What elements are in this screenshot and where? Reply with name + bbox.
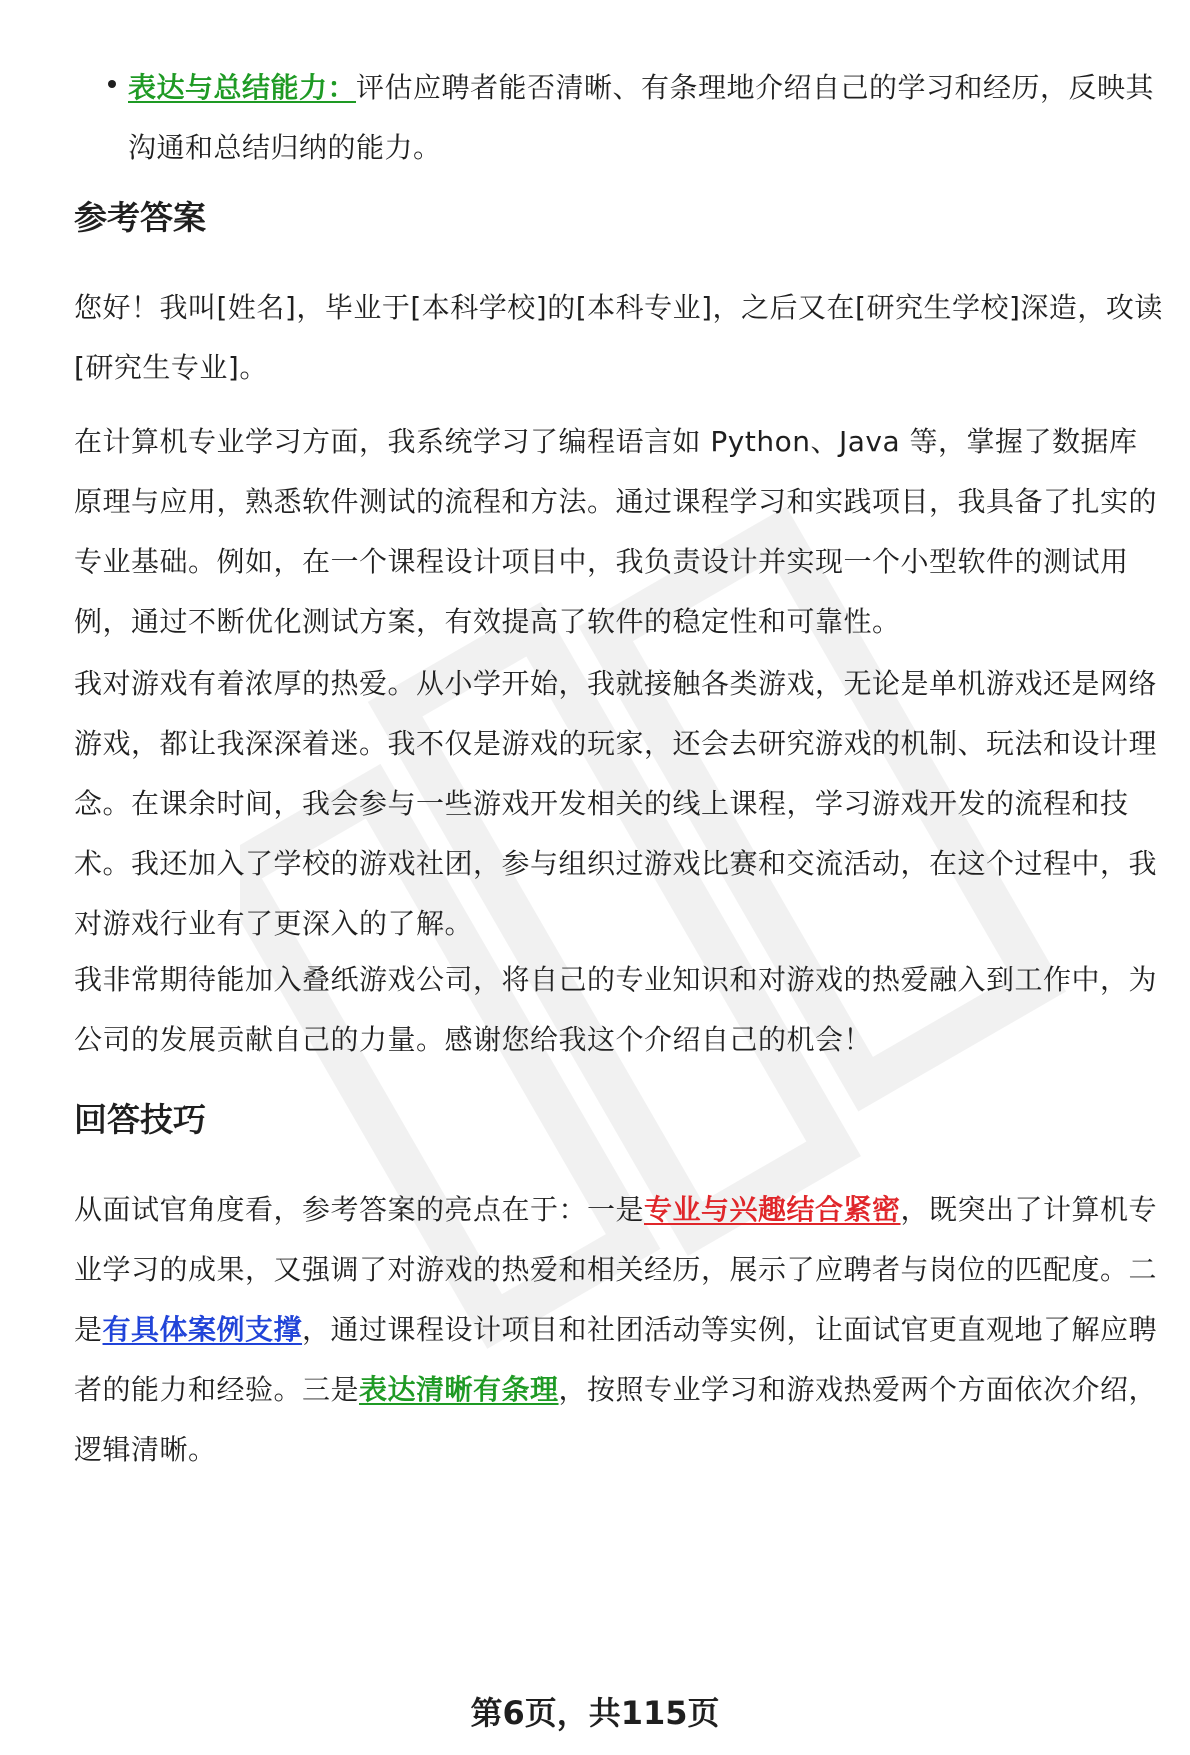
tips-paragraph	[74, 1180, 1164, 1480]
answer-paragraph-1: 您好！我叫[姓名]，毕业于[本科学校]的[本科专业]，之后又在[研究生学校]深造，攻读[研究生专业]。	[74, 291, 1163, 384]
answer-paragraph-2: 在计算机专业学习方面，我系统学习了编程语言如 Python、Java 等，掌握了数据库原理与应用，熟悉软件测试的流程和方法。通过课程学习和实践项目，我具备了扎实的专业基础。例如，在一个课程设计项目中，我负责设计并实现一个小型软件的测试用例，通过不断优化测试方案，有效提高了软件的稳定性和可靠性。	[74, 425, 1158, 638]
page-number-footer: 第6页，共115页	[470, 1694, 720, 1732]
tips-text-4: ，按照专业学习和游戏热爱两个方面依次介绍，逻辑清晰。	[74, 1373, 1158, 1466]
tips-highlight-2: 有具体案例支撑	[102, 1313, 303, 1346]
tips-text-1: 从面试官角度看，参考答案的亮点在于：一是	[74, 1193, 645, 1226]
answer-paragraph-3: 我对游戏有着浓厚的热爱。从小学开始，我就接触各类游戏，无论是单机游戏还是网络游戏，都让我深深着迷。我不仅是游戏的玩家，还会去研究游戏的机制、玩法和设计理念。在课余时间，我会参与一些游戏开发相关的线上课程，学习游戏开发的流程和技术。我还加入了学校的游戏社团，参与组织过游戏比赛和交流活动，在这个过程中，我对游戏行业有了更深入的了解。	[74, 667, 1158, 940]
bullet-text: 评估应聘者能否清晰、有条理地介绍自己的学习和经历，反映其沟通和总结归纳的能力。	[128, 71, 1155, 164]
bullet-label: 表达与总结能力：	[128, 71, 357, 104]
tips-highlight-1: 专业与兴趣结合紧密	[644, 1193, 901, 1226]
bullet-item-expression	[128, 58, 1158, 178]
tips-highlight-3: 表达清晰有条理	[359, 1373, 559, 1406]
bullet-dot-icon	[108, 80, 116, 88]
answer-paragraph-4: 我非常期待能加入叠纸游戏公司，将自己的专业知识和对游戏的热爱融入到工作中，为公司的发展贡献自己的力量。感谢您给我这个介绍自己的机会！	[74, 963, 1158, 1056]
section-heading-answer: 参考答案	[74, 198, 206, 237]
section-heading-tips: 回答技巧	[74, 1100, 206, 1139]
bullet-paragraph	[128, 58, 1158, 178]
tips-text-2: ，既突出了计算机专业学习的成果，又强调了对游戏的热爱和相关经历，展示了应聘者与岗位的匹配度。二是	[74, 1193, 1158, 1346]
tips-text-3: ，通过课程设计项目和社团活动等实例，让面试官更直观地了解应聘者的能力和经验。三是	[74, 1313, 1158, 1406]
